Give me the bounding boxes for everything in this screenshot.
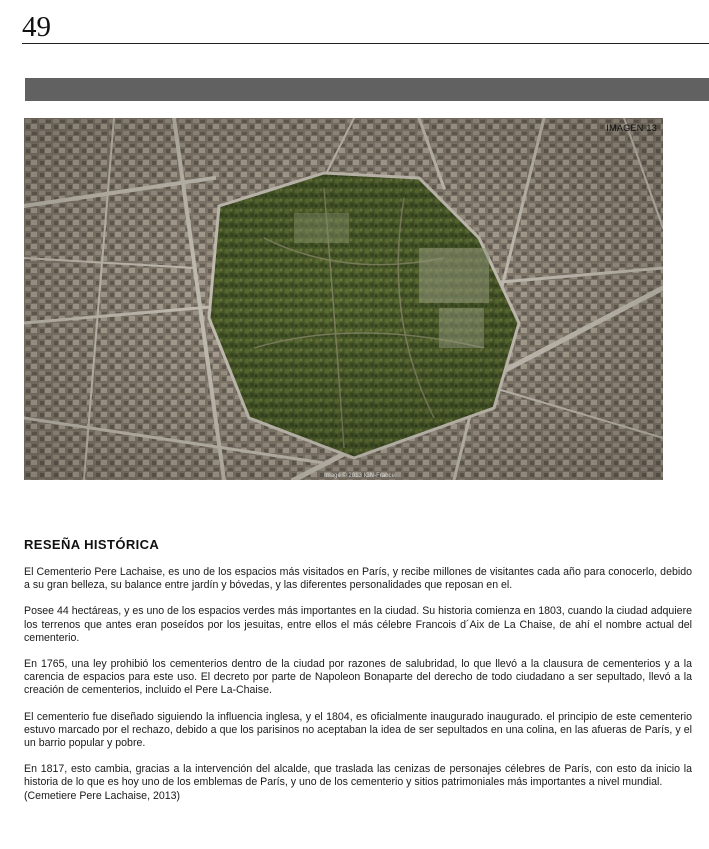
- paragraph: En 1765, una ley prohibió los cementerios dentro de la ciudad por razones de salubridad, lo que llevó a la clausura de cementerios y a la carencia de espacios para este uso. El decreto por parte de Napoleon Bonaparte del derecho de todo ciudadano a ser sepultado, llevó a la creación de cementerios, incluido el Pere La-Chaise.: [24, 658, 692, 697]
- paragraph: El Cementerio Pere Lachaise, es uno de los espacios más visitados en París, y recibe millones de visitantes cada año para conocerlo, debido a su gran belleza, su balance entre jardín y bóvedas, y las diferentes personalidades que reposan en el.: [24, 566, 692, 592]
- image-credit: Image © 2013 IGN-France: [324, 473, 395, 479]
- header-band: [25, 78, 709, 101]
- paragraph: Posee 44 hectáreas, y es uno de los espacios verdes más importantes en la ciudad. Su historia comienza en 1803, cuando la ciudad adquiere los terrenos que antes eran poseídos por los jesuitas, entre ellos el más célebre Francois d´Aix de La Chaise, de ahí el nombre actual del cementerio.: [24, 605, 692, 644]
- aerial-photo-drawing: [24, 118, 663, 480]
- paragraph: El cementerio fue diseñado siguiendo la influencia inglesa, y el 1804, es oficialmente inaugurado inaugurado. el principio de este cementerio estuvo marcado por el rechazo, debido a que los parisinos no aceptaban la idea de ser sepultados en una colina, en las afueras de París, y el un barrio popular y pobre.: [24, 710, 692, 750]
- paragraph: En 1817, esto cambia, gracias a la intervención del alcalde, que traslada las cenizas de personajes célebres de París, con esto da inicio la historia de lo que es hoy uno de los emblemas de París, y uno de los cementerio y sitios patrimoniales más importantes a nivel mundial.: [24, 763, 692, 789]
- figure-label: IMAGEN 13: [606, 123, 657, 133]
- citation: (Cemetiere Pere Lachaise, 2013): [24, 789, 181, 802]
- body-text: [24, 566, 692, 816]
- page-number: 49: [22, 11, 51, 43]
- header-rule: [22, 43, 709, 44]
- section-title: RESEÑA HISTÓRICA: [24, 537, 160, 552]
- aerial-photo: [24, 118, 663, 480]
